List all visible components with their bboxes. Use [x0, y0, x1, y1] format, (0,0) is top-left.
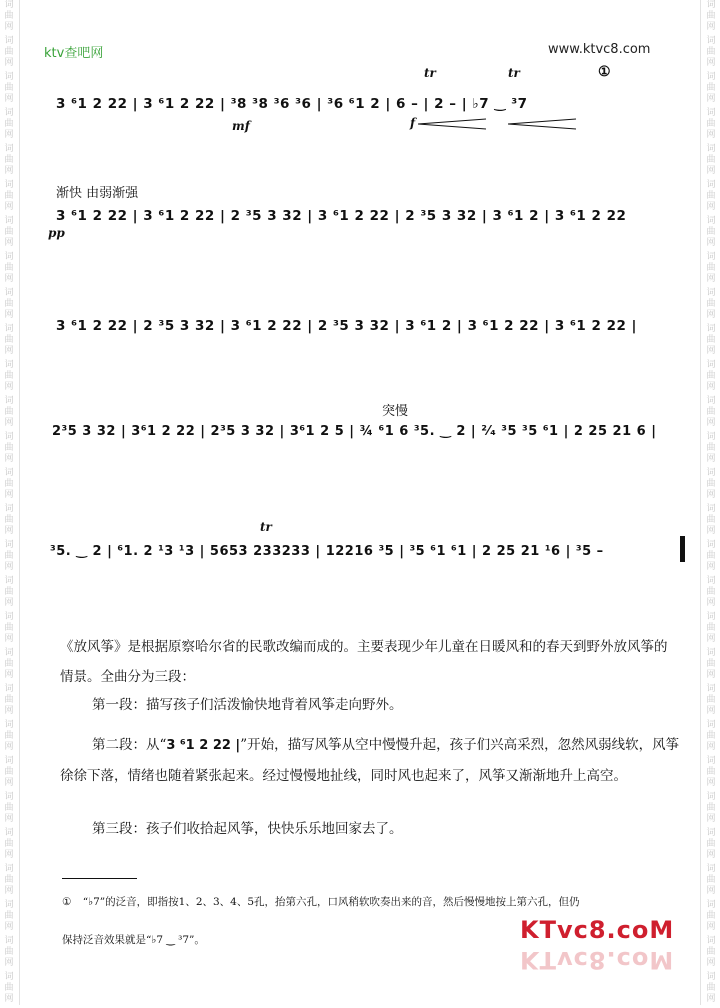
footnote-marker: ① [62, 896, 72, 908]
paragraph-body: ”开始，描写风筝从空中慢慢升起，孩子们兴高采烈，忽然风弱线软，风筝徐徐下落，情绪也随着紧张起来。经过慢慢地扯线，同时风也起来了，风筝又渐渐地升上高空。 [60, 737, 680, 784]
paragraph-prefix: 第二段：从“ [92, 737, 167, 753]
score-row-1 [56, 66, 696, 136]
left-side-watermark: 词 曲 网 词 曲 网 词 曲 网 词 曲 网 词 曲 网 词 曲 网 词 曲 网 词 曲 网 词 曲 网 词 曲 网 词 曲 网 词 曲 网 词 曲 网 词 曲 网 词 曲 网 词 曲 网 词 曲 网 词 曲 网 词 曲 网 词 曲 网 词 曲 网 词 曲 网 词 曲 网 词 曲 网 词 曲 网 词 曲 网 词 曲 网 词 曲 网 [4, 0, 14, 1004]
site-watermark-left: ktv查吧网 [44, 46, 104, 61]
final-barline [680, 536, 685, 562]
site-watermark-right: www.ktvc8.com [548, 42, 651, 57]
notation-line: 3 ⁶1 2 22 | 3 ⁶1 2 22 | 2 ³5 3 32 | 3 ⁶1 2 22 | 2 ³5 3 32 | 3 ⁶1 2 | 3 ⁶1 2 22 [56, 208, 627, 224]
score-row-4 [52, 400, 696, 460]
trill-mark: tr [508, 66, 520, 80]
paragraph-section-2 [60, 730, 680, 791]
footnote-line-2: 保持泛音效果就是“♭7 ‿ ³7”。 [62, 934, 205, 946]
footnote-rule [62, 878, 137, 879]
dynamic-mark: mf [232, 119, 250, 133]
footnote-marker: ① [598, 64, 611, 80]
notation-line: 3 ⁶1 2 22 | 3 ⁶1 2 22 | ³8 ³8 ³6 ³6 | ³6 ⁶1 2 | 6 – | 2 – | ♭7 ‿ ³7 [56, 96, 528, 112]
right-side-watermark: 词 曲 网 词 曲 网 词 曲 网 词 曲 网 词 曲 网 词 曲 网 词 曲 网 词 曲 网 词 曲 网 词 曲 网 词 曲 网 词 曲 网 词 曲 网 词 曲 网 词 曲 网 词 曲 网 词 曲 网 词 曲 网 词 曲 网 词 曲 网 词 曲 网 词 曲 网 词 曲 网 词 曲 网 词 曲 网 词 曲 网 词 曲 网 词 曲 网 [706, 0, 716, 1004]
score-row-2 [48, 182, 696, 242]
trill-mark: tr [424, 66, 436, 80]
dynamic-mark: f [410, 116, 416, 130]
notation-line: ³5. ‿ 2 | ⁶1. 2 ¹3 ¹3 | 5653 233233 | 12216 ³5 | ³5 ⁶1 ⁶1 | 2 25 21 ¹6 | ³5 – [50, 544, 604, 559]
tempo-text: 突慢 [382, 404, 409, 419]
dynamic-mark: pp [48, 226, 65, 240]
notation-line: 2³5 3 32 | 3⁶1 2 22 | 2³5 3 32 | 3⁶1 2 5 | ¾ ⁶1 6 ³5. ‿ 2 | ²⁄₄ ³5 ³5 ⁶1 | 2 25 21 6 | [52, 424, 657, 439]
paragraph-section-1: 第一段：描写孩子们活泼愉快地背着风筝走向野外。 [92, 697, 403, 713]
notation-line: 3 ⁶1 2 22 | 2 ³5 3 32 | 3 ⁶1 2 22 | 2 ³5 3 32 | 3 ⁶1 2 | 3 ⁶1 2 22 | 3 ⁶1 2 22 | [56, 318, 637, 334]
score-row-5 [50, 520, 696, 580]
left-margin-line [19, 0, 20, 1005]
paragraph-intro: 《放风筝》是根据原察哈尔省的民歌改编而成的。主要表现少年儿童在日暖风和的春天到野外放风筝的情景。全曲分为三段： [60, 639, 668, 685]
crescendo-hairpin [508, 118, 578, 130]
site-logo: KTvc8.coM [520, 916, 675, 944]
score-row-3 [56, 318, 696, 348]
paragraph-section-3: 第三段：孩子们收拾起风筝，快快乐乐地回家去了。 [92, 821, 403, 837]
trill-mark: tr [260, 520, 272, 534]
inline-notation: 3 ⁶1 2 22 | [166, 738, 241, 753]
footnote-line-1 [62, 894, 692, 909]
crescendo-hairpin [418, 118, 488, 130]
site-logo-reflection: KTvc8.coM [520, 946, 675, 974]
right-margin-line [700, 0, 701, 1005]
footnote-text: “♭7”的泛音，即指按1、2、3、4、5孔，抬第六孔，口风稍软吹奏出来的音，然后慢慢地按上第六孔，但仍 [82, 896, 580, 908]
tempo-text: 渐快 由弱渐强 [56, 186, 139, 201]
